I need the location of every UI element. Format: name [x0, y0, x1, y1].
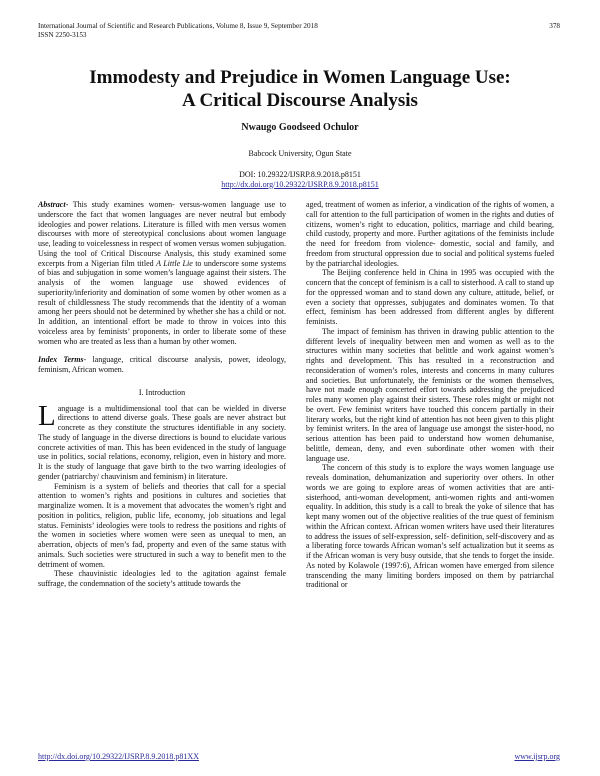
doi-block [30, 170, 570, 189]
index-terms-text: - language, critical discourse analysis, power, ideology, feminism, African women. [38, 355, 286, 374]
right-paragraph-2: The Beijing conference held in China in 1995 was occupied with the concern that the concept of feminism is a call to sisterhood. A call to stand up for the oppressed woman and to stand down any culture, attitude, belief, or even a society that oppresses, subjugates and dominates women. To that effect, feminism has been addressed from different angles by different feminists. [306, 268, 554, 326]
title-line-2: A Critical Discourse Analysis [182, 90, 418, 111]
section-heading-intro: I. Introduction [138, 387, 186, 397]
right-paragraph-1: aged, treatment of women as inferior, a vindication of the rights of women, a call for attention to the full participation of women in the rights and duties of citizens, women’s right to education, politics, marriage and child bearing, child custody, property and more. Further agitations of the feminists include the need for freedom from violence- domestic, social and family, and freedom from structural oppression due to social and political systems fueled by the patriarchal ideologies. [306, 200, 554, 268]
author-name: Nwaugo Goodseed Ochulor [241, 122, 359, 133]
page-number: 378 [549, 22, 560, 30]
right-paragraph-3: The impact of feminism has thriven in drawing public attention to the different levels of inequality between men and women as well as to the structures within many societies that belittle and work against women’s rights and development. This has resulted in a reconstruction and reconsideration of women’s roles, interests and concerns in many cultures and societies. But unfortunately, the feminists or the women themselves, have not made enough concerted effort towards addressing the prejudiced roles many women play against their sisters. These roles might or might not be overt. Few feminist writers have touched this concern partially in their literary works, but the right kind of attention has not been given to this plight by feminist writers. In the area of language use amongst the sister-hood, no serious attention has been paid to understand how women dehumanise, belittle, demean, deny, and even subordinate other women with their language use. [306, 326, 554, 463]
abstract [38, 200, 286, 346]
film-title: A Little Lie [156, 258, 193, 268]
footer-site-link[interactable]: www.ijsrp.org [514, 752, 560, 761]
title-line-1: Immodesty and Prejudice in Women Language Use: [89, 67, 511, 88]
doi-link[interactable]: http://dx.doi.org/10.29322/IJSRP.8.9.2018.p8151 [221, 179, 379, 189]
intro-p1-text: anguage is a multidimensional tool that can be wielded in diverse directions to attend diverse goals. These goals are never abstract but concrete as they constitute the structures identifiable in any society. The study of language in the diverse directions is bound to elucidate various concrete activities of man. This has been evidenced in the study of language use in politics, social relations, economy, religion, even in history and more. It is the study of language that gave birth to the two warring ideologies of gender (patriarchy/ chauvinism and feminism) in literature. [38, 403, 286, 481]
intro-paragraph-3: These chauvinistic ideologies led to the agitation against female suffrage, the condemnation of the society’s attitude towards the [38, 569, 286, 588]
index-terms [38, 355, 286, 375]
abstract-text: - This study examines women- versus-women language use to underscore the fact that women languages are never neutral but embody ideologies and power relations. Literature is filled with men versus women discourses with more of stereotypical conclusions about women language use, leading to voicelessness in respect of women versus women subjugation. Using the tool of Critical Discourse Analysis, this study examined some excerpts from a Nigerian film titled [38, 200, 286, 268]
abstract-label: Abstract [38, 200, 66, 209]
issn: ISSN 2250-3153 [38, 31, 87, 39]
intro-paragraph-2: Feminism is a system of beliefs and theories that call for a special attention to women’s rights and positions in cultures and societies that marginalize women. It is a movement that advocates the women’s right and position in politics, religion, public life, economy, job situations and legal status. Feminists’ ideologies were tools to redress the positions and rights of the women in societies where women were seen as unequal to men, an aberration, objects of men’s fad, property and even of the same status with animals. Such societies were structured in such a way to benefit men to the detriment of women. [38, 481, 286, 569]
running-header [38, 22, 318, 40]
right-paragraph-4: The concern of this study is to explore the ways women language use reveals domination, dehumanization and superiority over others. In other words we are going to explore areas of women activities that are anti-sisterhood, anti-woman development, anti-women rights and anti-women equality. In addition, this study is a call to break the yoke of silence that has kept many women out of the objective realities of the true quest of feminism within the African context. African women writers have used their literatures to address the issues of self-expression, self- definition, self-discovery and as a liberating force towards African woman’s self actualization but it seems as if the African woman is very busy outside, that she tends to forget the inside. As noted by Kolawole (1997:6), African women have emerged from silence transcending the many limiting borders imposed on them by patriarchal traditional or [306, 463, 554, 590]
journal-line: International Journal of Scientific and Research Publications, Volume 8, Issue 9, September 2018 [38, 22, 318, 30]
abstract-text-cont: to underscore some systems of bias and subjugation in some women’s language against their sisters. The analysis of the women language use showed evidences of superiority/inferiority and domination of some women by other women as a result of childlessness The study recommends that the identity of a woman among her peers should not be determined by whether she has a child or not. In addition, an intentional effort be made to throw in voices into this voiceless area by feminists’ proponents, in order to liberate some of these women who are treated as less than a human by other women. [38, 258, 286, 346]
doi-text: DOI: 10.29322/IJSRP.8.9.2018.p8151 [239, 170, 361, 179]
index-terms-label: Index Terms [38, 355, 84, 365]
intro-paragraph-1 [38, 399, 286, 482]
footer-doi-link[interactable]: http://dx.doi.org/10.29322/IJSRP.8.9.2018.p81XX [38, 752, 199, 761]
paper-title [30, 66, 570, 112]
right-column [306, 200, 554, 590]
affiliation: Babcock University, Ogun State [248, 149, 352, 158]
drop-cap: L [38, 399, 56, 432]
left-column [38, 200, 286, 589]
